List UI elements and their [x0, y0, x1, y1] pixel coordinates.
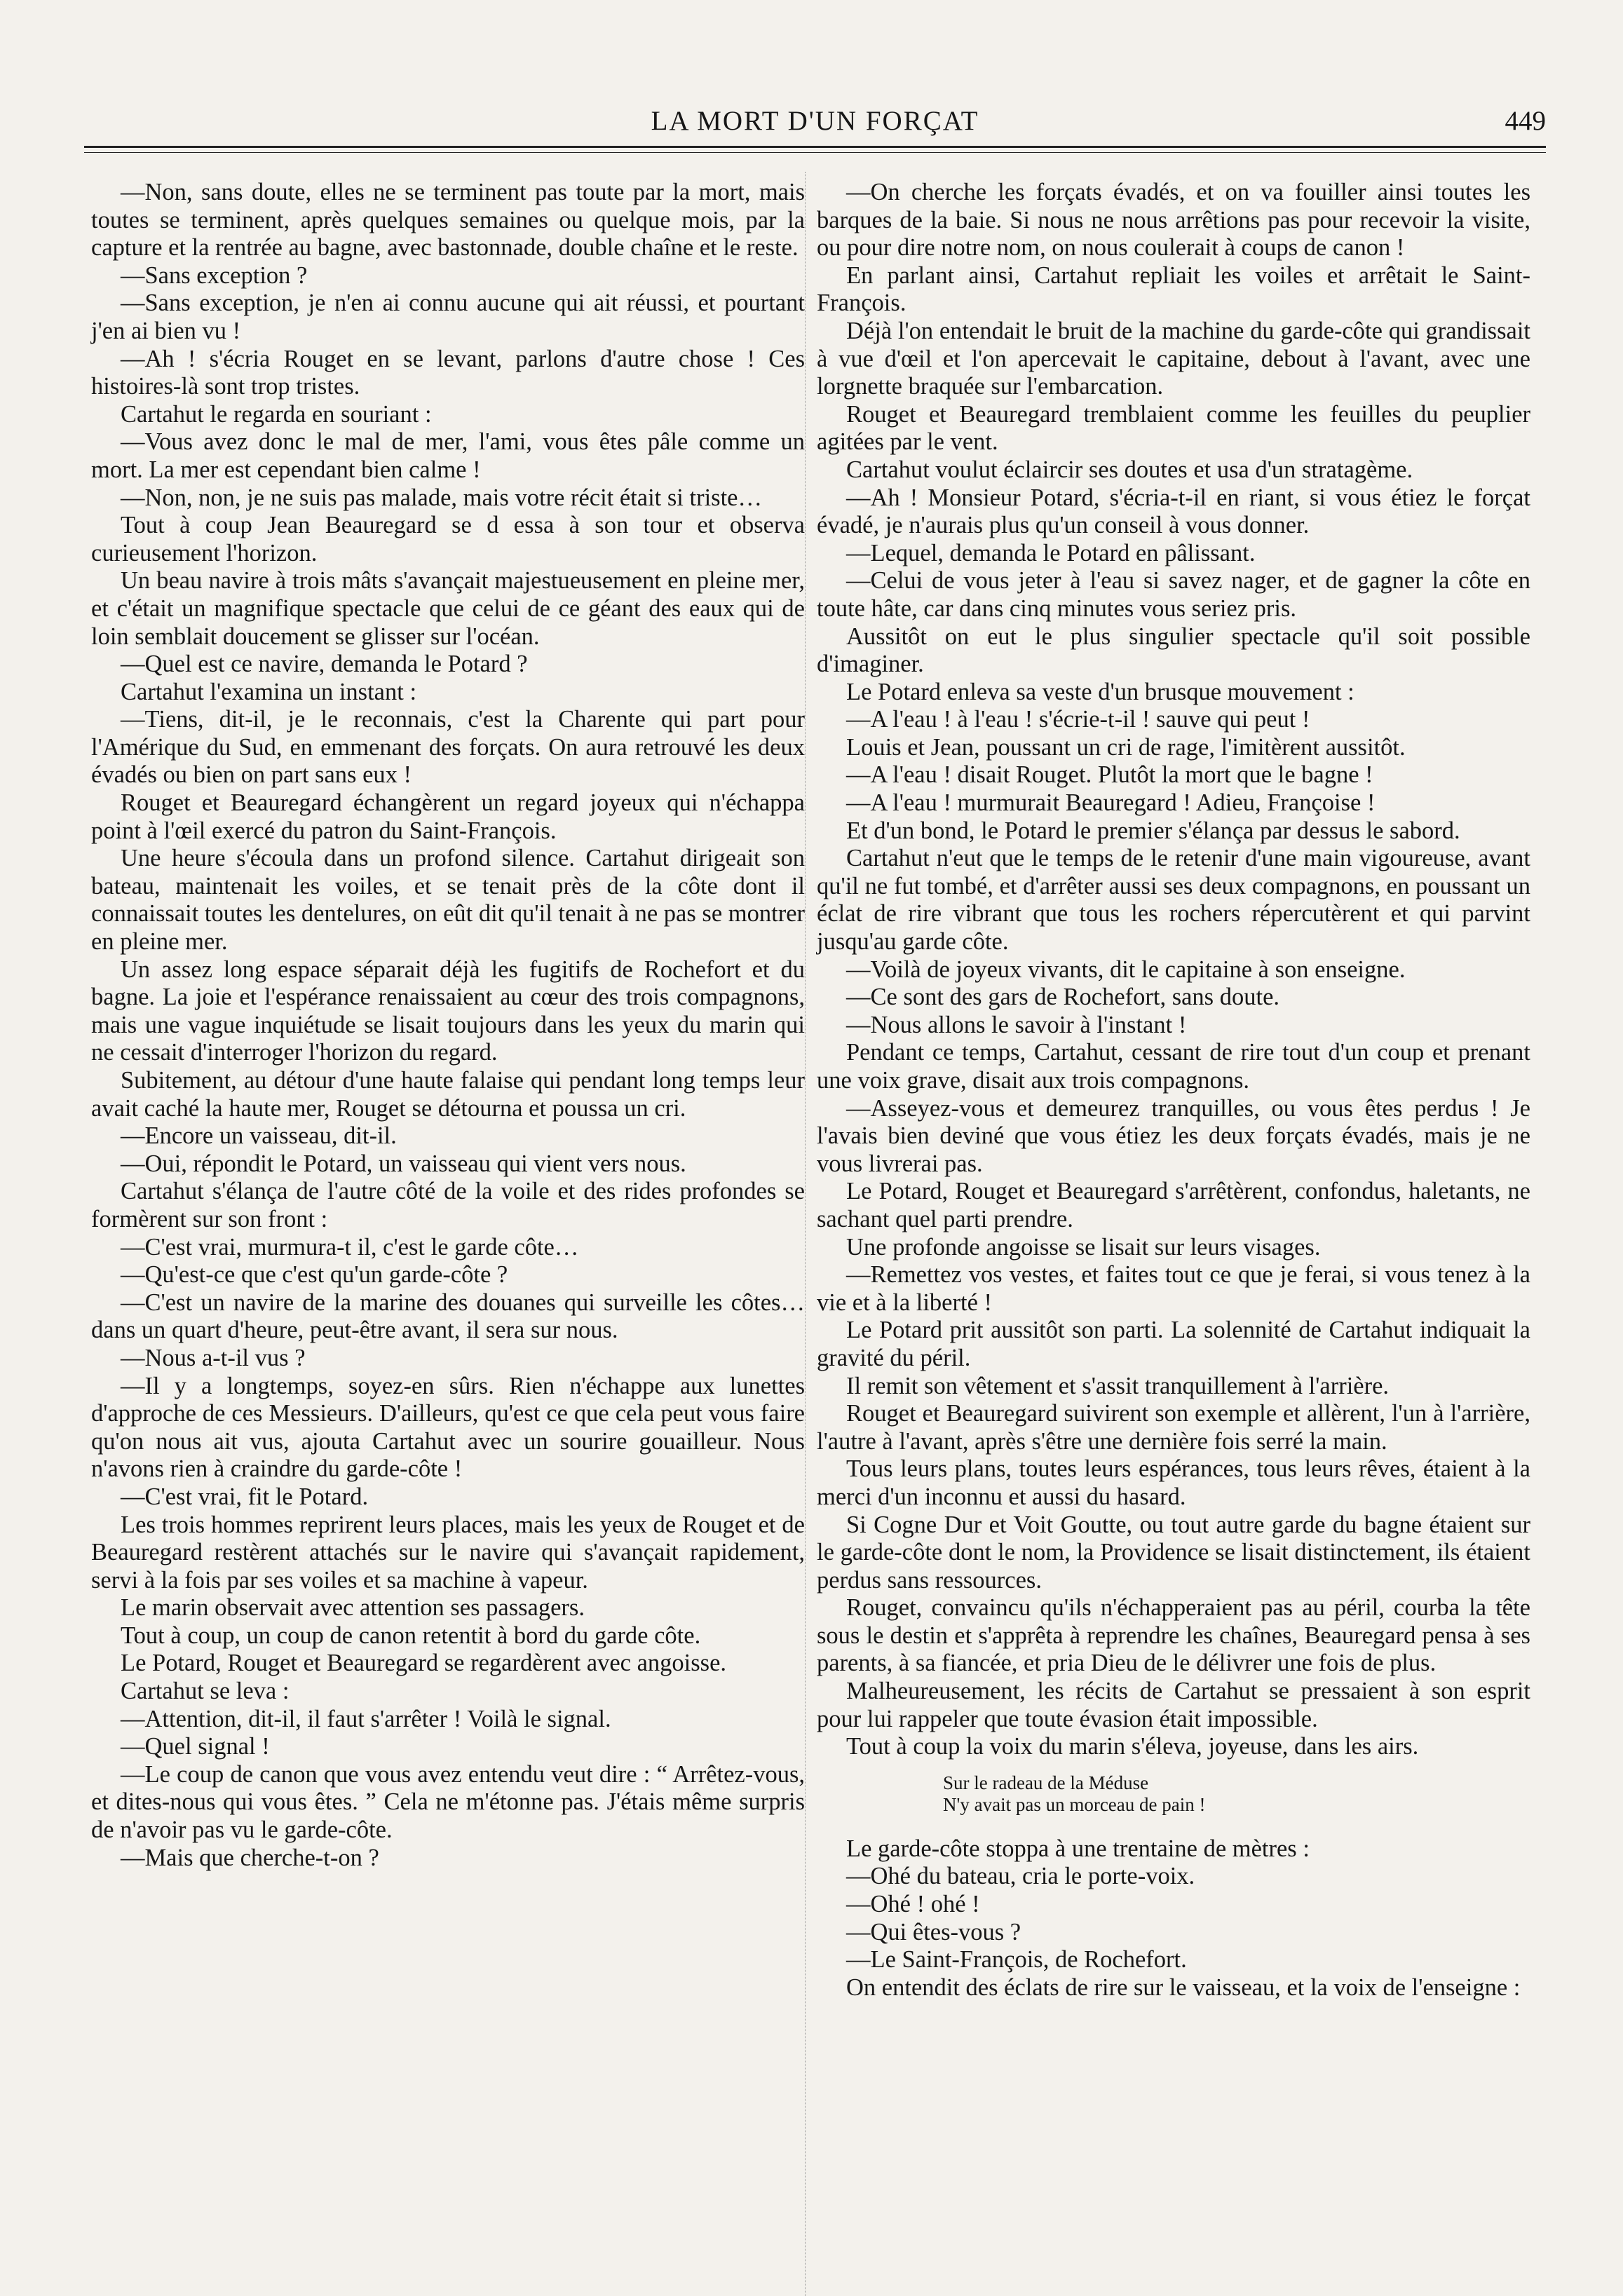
- paragraph: Subitement, au détour d'une haute falaise qui pendant long temps leur avait caché la haute mer, Rouget se détourna et poussa un cri.: [91, 1067, 805, 1122]
- paragraph: —Le Saint-François, de Rochefort.: [846, 1946, 1187, 1974]
- paragraph: —A l'eau ! à l'eau ! s'écrie-t-il ! sauve qui peut !: [846, 706, 1310, 733]
- paragraph: —Tiens, dit-il, je le reconnais, c'est la Charente qui part pour l'Amérique du Sud, en emmenant des forçats. On aura retrouvé les deux évadés ou bien on part sans eux !: [91, 706, 805, 789]
- paragraph: On entendit des éclats de rire sur le vaisseau, et la voix de l'enseigne :: [846, 1974, 1521, 2001]
- paragraph: —Attention, dit-il, il faut s'arrêter ! Voilà le signal.: [121, 1705, 611, 1732]
- paragraph: Le Potard, Rouget et Beauregard se regardèrent avec angoisse.: [121, 1650, 727, 1677]
- paragraph: Le Potard enleva sa veste d'un brusque mouvement :: [846, 678, 1354, 705]
- page-title: LA MORT D'UN FORÇAT: [651, 106, 979, 136]
- paragraph: —Le coup de canon que vous avez entendu veut dire : “ Arrêtez-vous, et dites-nous qui vous êtes. ” Cela ne m'étonne pas. J'étais même surpris de n'avoir pas vu le garde-côte.: [91, 1760, 805, 1844]
- paragraph: —C'est vrai, murmura-t il, c'est le garde côte…: [121, 1233, 579, 1261]
- paragraph: —Oui, répondit le Potard, un vaisseau qui vient vers nous.: [121, 1150, 686, 1177]
- paragraph: —A l'eau ! disait Rouget. Plutôt la mort que le bagne !: [846, 761, 1373, 789]
- paragraph: —Ah ! Monsieur Potard, s'écria-t-il en riant, si vous étiez le forçat évadé, je n'aurais plus qu'un conseil à vous donner.: [817, 484, 1530, 539]
- paragraph: Cartahut l'examina un instant :: [121, 678, 417, 705]
- paragraph: Un beau navire à trois mâts s'avançait majestueusement en pleine mer, et c'était un magnifique spectacle que celui de ce géant des eaux qui de loin semblait doucement se glisser sur l'océan.: [91, 567, 805, 650]
- running-header: [84, 105, 1546, 147]
- column-divider: [805, 172, 806, 2296]
- verse-line: Sur le radeau de la Méduse: [943, 1772, 1149, 1793]
- paragraph: —Sans exception ?: [121, 261, 308, 289]
- paragraph: —Sans exception, je n'en ai connu aucune qui ait réussi, et pourtant j'en ai bien vu !: [91, 290, 805, 344]
- paragraph: —Qu'est-ce que c'est qu'un garde-côte ?: [121, 1261, 508, 1289]
- header-rule-thin: [84, 152, 1546, 153]
- paragraph: Cartahut s'élança de l'autre côté de la voile et des rides profondes se formèrent sur son front :: [91, 1178, 805, 1232]
- paragraph: Rouget et Beauregard tremblaient comme les feuilles du peuplier agitées par le vent.: [817, 400, 1530, 456]
- paragraph: —Nous allons le savoir à l'instant !: [846, 1011, 1187, 1038]
- verse-line: N'y avait pas un morceau de pain !: [943, 1793, 1206, 1815]
- paragraph: Tout à coup, un coup de canon retentit à bord du garde côte.: [121, 1622, 701, 1649]
- paragraph: Un assez long espace séparait déjà les fugitifs de Rochefort et du bagne. La joie et l'espérance renaissaient au cœur des trois compagnons, mais une vague inquiétude se lisait toujours dans les yeux du marin qui ne cessait d'interroger l'horizon du regard.: [91, 956, 805, 1066]
- paragraph: —On cherche les forçats évadés, et on va fouiller ainsi toutes les barques de la baie. Si nous ne nous arrêtions pas pour recevoir la visite, ou pour dire notre nom, on nous coulerait à coups de canon !: [817, 179, 1530, 261]
- paragraph: En parlant ainsi, Cartahut repliait les voiles et arrêtait le Saint-François.: [817, 261, 1530, 317]
- paragraph: —C'est vrai, fit le Potard.: [121, 1483, 369, 1510]
- paragraph: Le garde-côte stoppa à une trentaine de mètres :: [846, 1835, 1310, 1862]
- paragraph: —Voilà de joyeux vivants, dit le capitaine à son enseigne.: [846, 956, 1406, 983]
- paragraph: Une heure s'écoula dans un profond silence. Cartahut dirigeait son bateau, maintenait les voiles, et se tenait près de la côte dont il connaissait toutes les dentelures, on eût dit qu'il tenait à ne pas se montrer en pleine mer.: [91, 845, 805, 956]
- paragraph: —Qui êtes-vous ?: [846, 1918, 1021, 1945]
- paragraph: —Quel signal !: [121, 1733, 270, 1760]
- paragraph: —Il y a longtemps, soyez-en sûrs. Rien n'échappe aux lunettes d'approche de ces Messieurs. D'ailleurs, qu'est ce que cela peut vous faire qu'on nous ait vus, ajouta Cartahut avec un sourire gouailleur. Nous n'avons rien à craindre du garde-côte !: [91, 1372, 805, 1483]
- paragraph: Le Potard prit aussitôt son parti. La solennité de Cartahut indiquait la gravité du péril.: [817, 1317, 1530, 1371]
- paragraph: Le Potard, Rouget et Beauregard s'arrêtèrent, confondus, haletants, ne sachant quel parti prendre.: [817, 1178, 1530, 1232]
- paragraph: —Asseyez-vous et demeurez tranquilles, ou vous êtes perdus ! Je l'avais bien deviné que vous étiez les deux forçats évadés, mais je ne vous livrerai pas.: [817, 1094, 1530, 1177]
- paragraph: Cartahut voulut éclaircir ses doutes et usa d'un stratagème.: [846, 456, 1413, 483]
- paragraph: Aussitôt on eut le plus singulier spectacle qu'il soit possible d'imaginer.: [817, 623, 1530, 678]
- paragraph: Le marin observait avec attention ses passagers.: [121, 1594, 585, 1622]
- paragraph: Cartahut le regarda en souriant :: [121, 400, 432, 428]
- paragraph: Louis et Jean, poussant un cri de rage, l'imitèrent aussitôt.: [846, 733, 1406, 761]
- paragraph: Les trois hommes reprirent leurs places, mais les yeux de Rouget et de Beauregard restèrent attachés sur le navire qui s'avançait rapidement, servi à la fois par ses voiles et sa machine à vapeur.: [91, 1511, 805, 1594]
- paragraph: —Non, sans doute, elles ne se terminent pas toute par la mort, mais toutes se terminent, après quelques semaines ou quelque mois, par la capture et la rentrée au bagne, avec bastonnade, double chaîne et le reste.: [91, 179, 805, 261]
- paragraph: —Non, non, je ne suis pas malade, mais votre récit était si triste…: [121, 484, 762, 511]
- paragraph: —A l'eau ! murmurait Beauregard ! Adieu, Françoise !: [846, 789, 1376, 817]
- paragraph: —Ah ! s'écria Rouget en se levant, parlons d'autre chose ! Ces histoires-là sont trop tristes.: [91, 345, 805, 400]
- paragraph: Malheureusement, les récits de Cartahut se pressaient à son esprit pour lui rappeler que toute évasion était impossible.: [817, 1678, 1530, 1732]
- paragraph: Rouget et Beauregard échangèrent un regard joyeux qui n'échappa point à l'œil exercé du patron du Saint-François.: [91, 789, 805, 844]
- paragraph: —Celui de vous jeter à l'eau si savez nager, et de gagner la côte en toute hâte, car dans cinq minutes vous seriez pris.: [817, 567, 1530, 622]
- paragraph: Tout à coup Jean Beauregard se d essa à son tour et observa curieusement l'horizon.: [91, 512, 805, 566]
- paragraph: Et d'un bond, le Potard le premier s'élança par dessus le sabord.: [846, 817, 1460, 844]
- paragraph: —Encore un vaisseau, dit-il.: [121, 1122, 397, 1150]
- paragraph: Une profonde angoisse se lisait sur leurs visages.: [846, 1233, 1321, 1261]
- header-rule: [84, 146, 1546, 148]
- paragraph: Tous leurs plans, toutes leurs espérances, tous leurs rêves, étaient à la merci d'un inconnu et aussi du hasard.: [817, 1455, 1530, 1510]
- paragraph: Si Cogne Dur et Voit Goutte, ou tout autre garde du bagne étaient sur le garde-côte dont le nom, la Providence se lisait distinctement, ils étaient perdus sans ressources.: [817, 1511, 1530, 1594]
- paragraph: —Lequel, demanda le Potard en pâlissant.: [846, 539, 1256, 566]
- paragraph: —Quel est ce navire, demanda le Potard ?: [121, 651, 528, 678]
- paragraph: —Ohé ! ohé !: [846, 1891, 980, 1918]
- paragraph: —C'est un navire de la marine des douanes qui surveille les côtes…dans un quart d'heure, peut-être avant, il sera sur nous.: [91, 1289, 805, 1344]
- paragraph: Tout à coup la voix du marin s'éleva, joyeuse, dans les airs.: [846, 1733, 1419, 1760]
- paragraph: —Nous a-t-il vus ?: [121, 1344, 306, 1371]
- paragraph: Cartahut se leva :: [121, 1678, 290, 1705]
- paragraph: —Ohé du bateau, cria le porte-voix.: [846, 1863, 1195, 1890]
- paragraph: Rouget, convaincu qu'ils n'échapperaient pas au péril, courba la tête sous le destin et s'apprêta à reprendre les chaînes, Beauregard pensa à ses parents, à sa fiancée, et pria Dieu de le délivrer une fois de plus.: [817, 1594, 1530, 1677]
- paragraph: —Ce sont des gars de Rochefort, sans doute.: [846, 984, 1280, 1011]
- paragraph: Rouget et Beauregard suivirent son exemple et allèrent, l'un à l'arrière, l'autre à l'avant, après s'être une dernière fois serré la main.: [817, 1400, 1530, 1455]
- left-column: [91, 179, 805, 1872]
- paragraph: Pendant ce temps, Cartahut, cessant de rire tout d'un coup et prenant une voix grave, disait aux trois compagnons.: [817, 1039, 1530, 1094]
- paragraph: Il remit son vêtement et s'assit tranquillement à l'arrière.: [846, 1372, 1390, 1399]
- page-number: 449: [1505, 106, 1546, 136]
- right-column: [817, 179, 1530, 2002]
- paragraph: —Vous avez donc le mal de mer, l'ami, vous êtes pâle comme un mort. La mer est cependant bien calme !: [91, 428, 805, 483]
- paragraph: Cartahut n'eut que le temps de le retenir d'une main vigoureuse, avant qu'il ne fut tombé, et d'arrêter aussi ses deux compagnons, en poussant un éclat de rire vibrant que tous les rochers répercutèrent et qui parvint jusqu'au garde côte.: [817, 845, 1530, 956]
- paragraph: —Mais que cherche-t-on ?: [121, 1844, 379, 1871]
- paragraph: Déjà l'on entendait le bruit de la machine du garde-côte qui grandissait à vue d'œil et l'on apercevait le capitaine, debout à l'avant, avec une lorgnette braquée sur l'embarcation.: [817, 317, 1530, 400]
- paragraph: —Remettez vos vestes, et faites tout ce que je ferai, si vous tenez à la vie et à la liberté !: [817, 1261, 1530, 1316]
